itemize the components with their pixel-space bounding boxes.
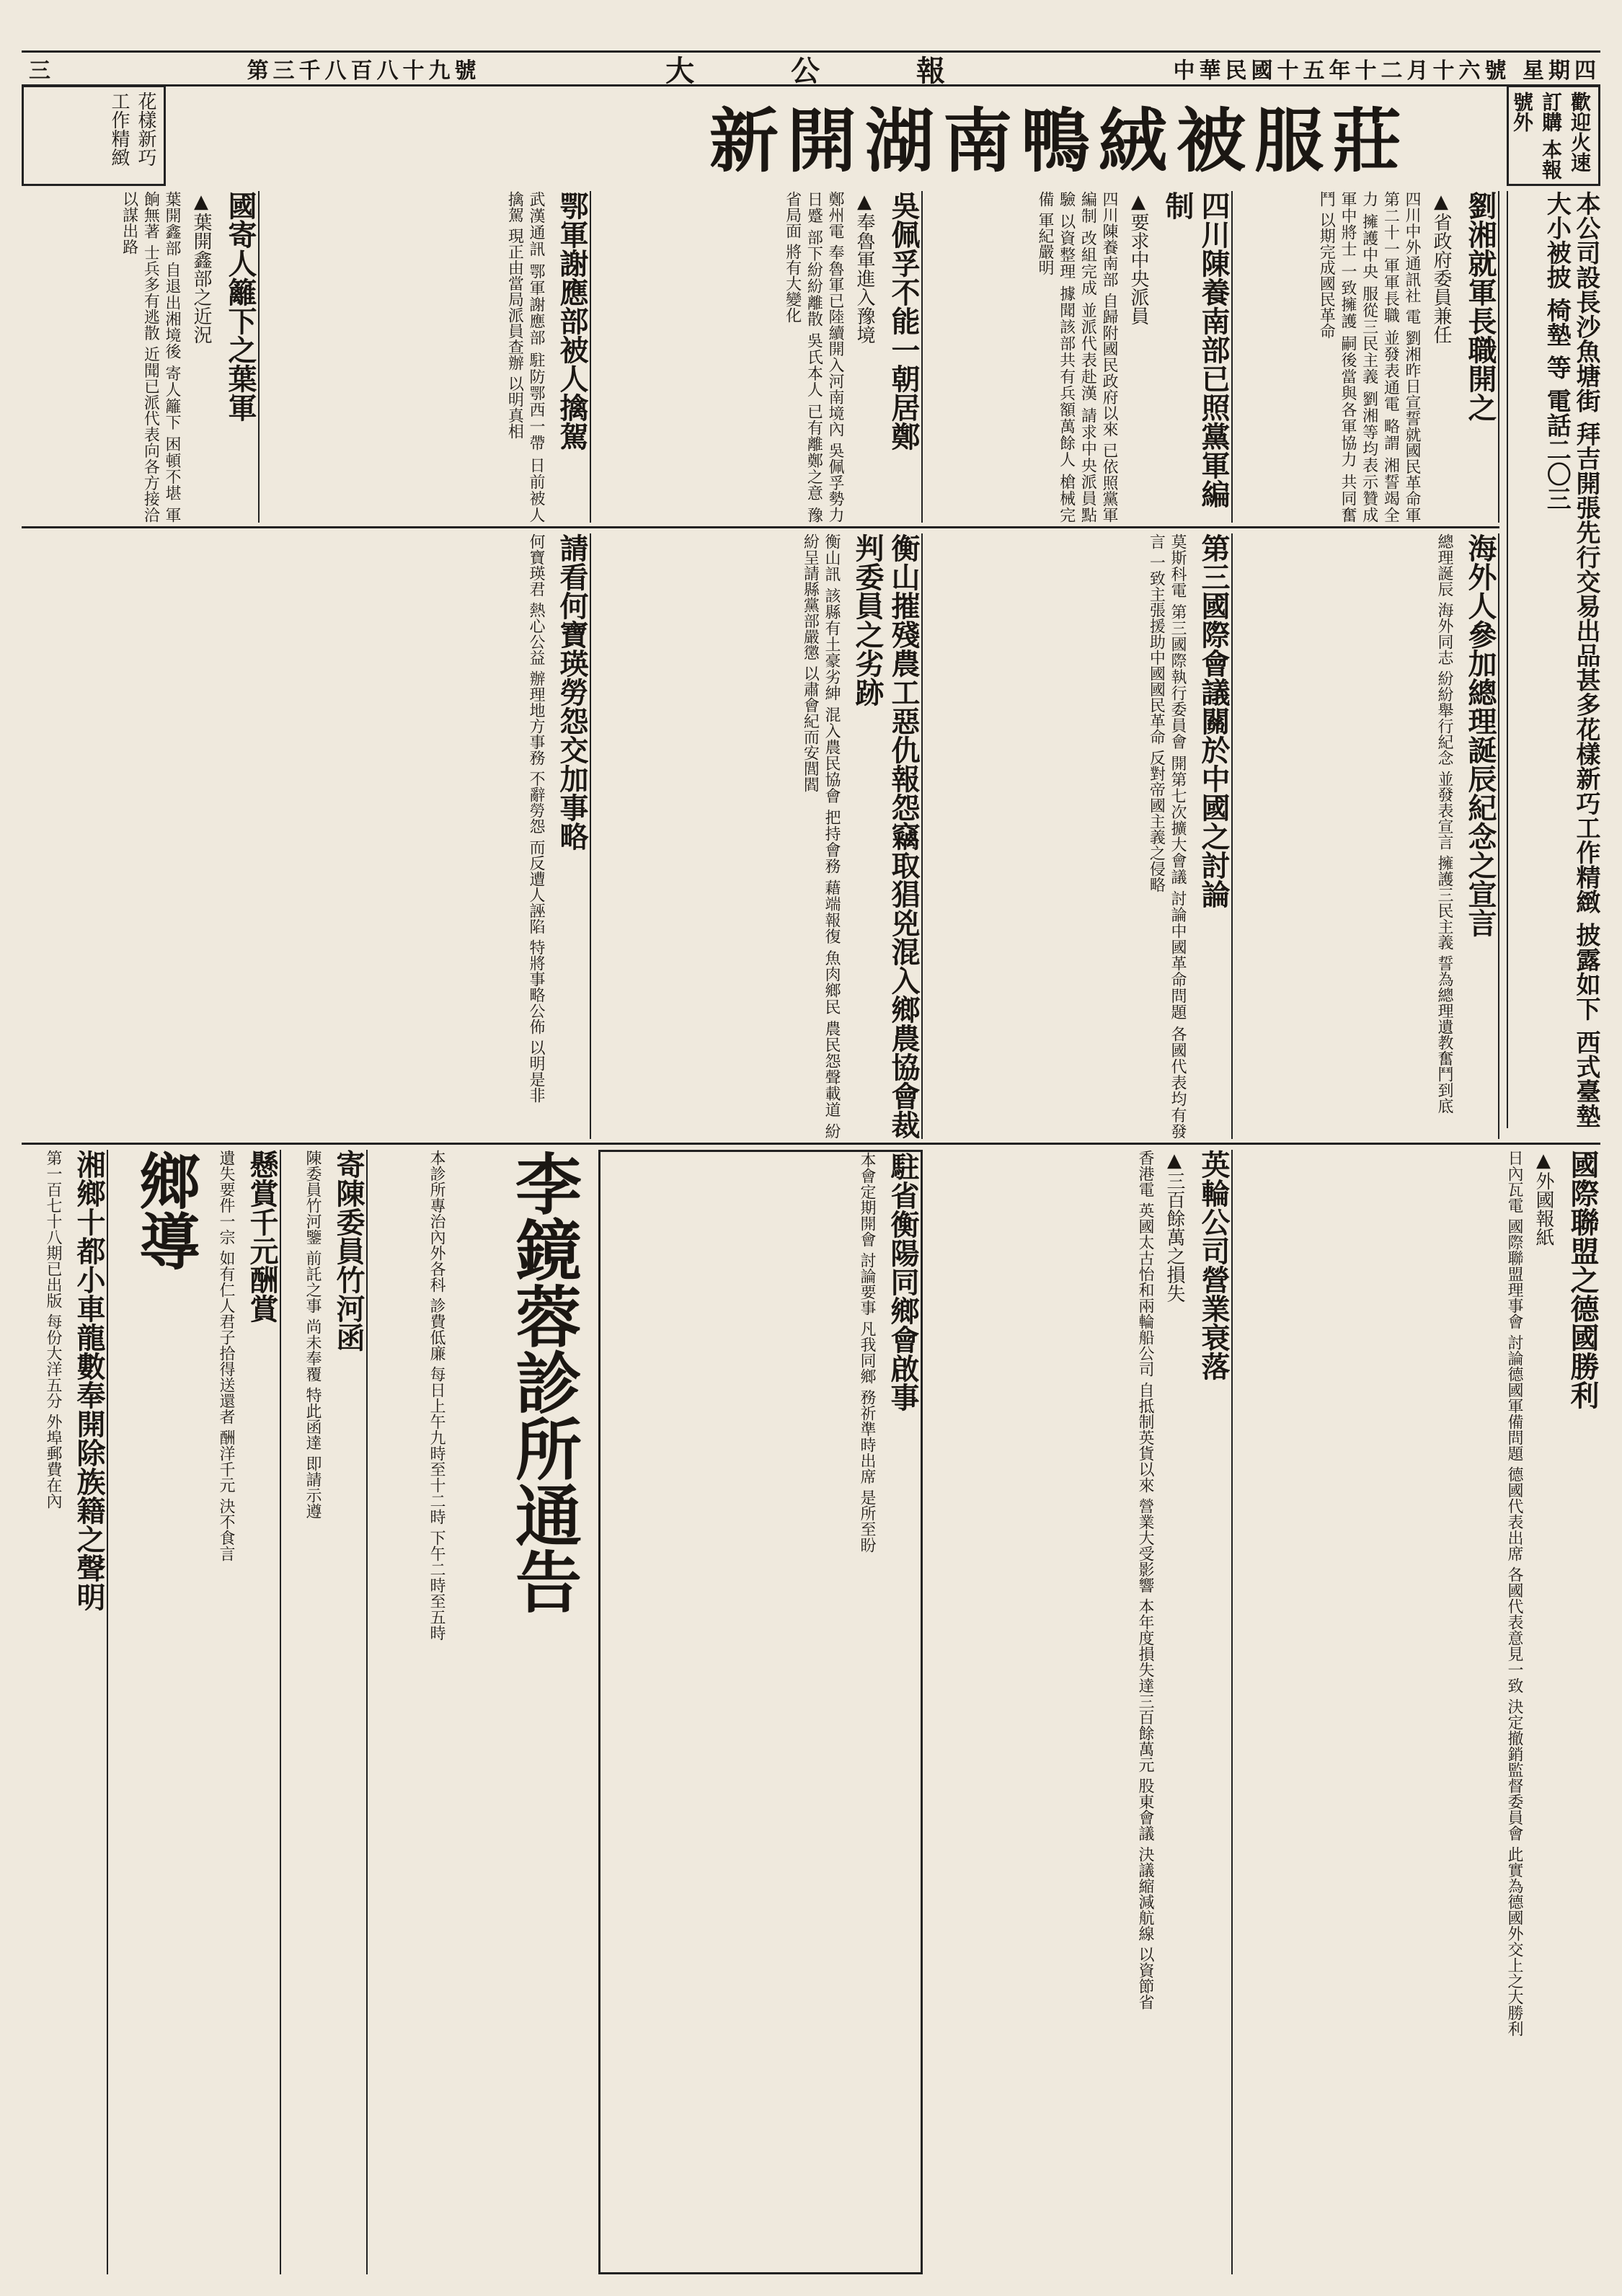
article-8 bbox=[22, 191, 260, 523]
notice-body: 陳委員竹河鑒 前託之事 尚未奉覆 特此函達 即請示遵 bbox=[303, 1150, 322, 1519]
masthead bbox=[22, 50, 1600, 87]
article-2 bbox=[1240, 1150, 1600, 2274]
article-10 bbox=[22, 1150, 108, 2274]
article-subhead: ▲三百餘萬之損失 bbox=[1164, 1150, 1185, 1303]
article-headline: 第三國際會議關於中國之討論 bbox=[1197, 533, 1231, 908]
issue-number: 第三千八百八十九號 bbox=[247, 58, 481, 84]
notice-column bbox=[598, 1150, 923, 2274]
guide-ad bbox=[115, 1150, 209, 2274]
notice-body: 遺失要件一宗 如有仁人君子拾得送還者 酬洋千元 決不食言 bbox=[217, 1150, 235, 1561]
notice-body: 本會定期開會 討論要事 凡我同鄉 務祈準時出席 是所至盼 bbox=[858, 1152, 876, 1553]
article-7 bbox=[267, 191, 591, 523]
guide-ad-title: 鄉導 bbox=[130, 1150, 201, 1271]
article-body: 武漢通訊 鄂軍謝應部 駐防鄂西一帶 日前被人擒駕 現正由當局派員查辦 以明真相 bbox=[505, 191, 545, 523]
article-3 bbox=[930, 1150, 1233, 2274]
right-company-ad bbox=[1507, 191, 1600, 1128]
article-subhead: ▲要求中央派員 bbox=[1127, 191, 1149, 325]
right-ad-text: 本公司設長沙魚塘街 拜吉開張先行交易出品甚多花樣新巧工作精緻 披露如下 西式臺墊 大小被披 椅墊 等 電話二〇三 bbox=[1542, 191, 1600, 1128]
notice-0 bbox=[601, 1152, 921, 2272]
article-body: 日內瓦電 國際聯盟理事會 討論德國軍備問題 德國代表出席 各國代表意見一致 決定撤銷監督委員會 此實為德國外交上之大勝利 bbox=[1505, 1150, 1523, 2036]
article-4 bbox=[598, 533, 923, 1139]
article-11 bbox=[22, 533, 591, 1139]
article-1 bbox=[930, 191, 1233, 523]
article-headline: 請看何寶瑛勞怨交加事略 bbox=[555, 533, 589, 851]
clinic-ad-title: 李鏡蓉診所通告 bbox=[505, 1150, 582, 1614]
clinic-body: 本診所專治內外各科 診費低廉 每日上午九時至十二時 下午二時至五時 bbox=[427, 1150, 446, 1641]
article-9 bbox=[1240, 533, 1499, 1139]
article-body: 葉開鑫部 自退出湘境後 寄人籬下 困頓不堪 軍餉無著 士兵多有逃散 近聞已派代表向各方接洽 以謀出路 bbox=[120, 191, 181, 523]
article-body: 總理誕辰 海外同志 紛紛舉行紀念 並發表宣言 擁護三民主義 誓為總理遺教奮鬥到底 bbox=[1435, 533, 1453, 1114]
small-ad-text: 花樣新巧 工作精緻 bbox=[108, 92, 156, 167]
notice-2 bbox=[216, 1150, 281, 2274]
article-subhead: ▲葉開鑫部之近況 bbox=[190, 191, 212, 344]
article-headline: 國寄人籬下之葉軍 bbox=[223, 191, 257, 422]
small-ad-left bbox=[22, 85, 166, 186]
article-body: 何寶瑛君 熱心公益 辦理地方事務 不辭勞怨 而反遭人誣陷 特將事略公佈 以明是非 bbox=[527, 533, 545, 1103]
article-headline: 海外人參加總理誕辰紀念之宣言 bbox=[1463, 533, 1497, 937]
article-body: 鄭州電 奉魯軍已陸續開入河南境內 吳佩孚勢力日蹙 部下紛紛離散 吳氏本人 已有離鄭之意 豫省局面 將有大變化 bbox=[783, 191, 844, 523]
article-body: 衡山訊 該縣有土豪劣紳 混入農民協會 把持會務 藉端報復 魚肉鄉民 農民怨聲載道 紛紛呈請縣黨部嚴懲 以肅會紀而安閭閻 bbox=[801, 533, 841, 1139]
notice-1 bbox=[288, 1150, 368, 2274]
article-headline: 英輪公司營業衰落 bbox=[1197, 1150, 1231, 1380]
article-subhead: ▲奉魯軍進入豫境 bbox=[854, 191, 875, 344]
article-headline: 鄂軍謝應部被人擒駕 bbox=[555, 191, 589, 451]
horizontal-rule bbox=[22, 526, 1499, 528]
date-line: 中華民國十五年十二月十六號 星期四 bbox=[1173, 58, 1600, 84]
notice-title: 懸賞千元酬賞 bbox=[245, 1150, 279, 1323]
article-headline: 國際聯盟之德國勝利 bbox=[1566, 1150, 1600, 1409]
article-headline: 四川陳養南部已照黨軍編制 bbox=[1161, 191, 1231, 508]
guide-body: 第一百七十八期已出版 每份大洋五分 外埠郵費在內 bbox=[44, 1150, 62, 1509]
article-body: 莫斯科電 第三國際執行委員會 開第七次擴大會議 討論中國革命問題 各國代表均有發言 一致主張援助中國國民革命 反對帝國主義之侵略 bbox=[1147, 533, 1187, 1139]
article-0 bbox=[1240, 191, 1499, 523]
article-5 bbox=[930, 533, 1233, 1139]
article-subhead: ▲外國報紙 bbox=[1533, 1150, 1554, 1246]
article-body: 四川陳養南部 自歸附國民政府以來 已依照黨軍編制 改組完成 並派代表赴漢 請求中央派員點驗 以資整理 據聞該部共有兵額萬餘人 槍械完備 軍紀嚴明 bbox=[1035, 191, 1118, 523]
page-number: 三 bbox=[29, 58, 55, 84]
clinic-ad bbox=[454, 1150, 591, 2274]
notice-title: 駐省衡陽同鄉會啟事 bbox=[886, 1152, 920, 1411]
paper-name: 大 公 報 bbox=[665, 53, 988, 88]
top-headline-ad: 新開湖南鴨絨被服莊 bbox=[709, 99, 1410, 182]
article-headline: 衡山摧殘農工惡仇報怨竊取猖兇混入鄉農協會裁判委員之劣跡 bbox=[851, 533, 921, 1139]
edition-block: 歡迎火速訂購 本報號外 bbox=[1507, 85, 1600, 186]
article-headline: 湘鄉十都小車龍數奉開除族籍之聲明 bbox=[72, 1150, 106, 1611]
article-body: 四川中外通訊社 電 劉湘昨日宣誓就國民革命軍第二十一軍軍長職 並發表通電 略謂 湘誓竭全力 擁護中央 服從三民主義 劉湘等均表示贊成 軍中將士 一致擁護 嗣後當與各軍協力 共同奮鬥 以期完成國民革命 bbox=[1317, 191, 1421, 523]
article-subhead: ▲省政府委員兼任 bbox=[1430, 191, 1452, 344]
horizontal-rule bbox=[22, 1143, 1600, 1145]
article-headline: 吳佩孚不能一朝居鄭 bbox=[887, 191, 921, 451]
notice-title: 寄陳委員竹河函 bbox=[332, 1150, 365, 1352]
article-headline: 劉湘就軍長職開之 bbox=[1463, 191, 1497, 422]
article-6 bbox=[598, 191, 923, 523]
clinic-ad-body bbox=[375, 1150, 447, 2274]
article-body: 香港電 英國太古怡和兩輪船公司 自抵制英貨以來 營業大受影響 本年度損失達三百餘萬元 股東會議 決議縮減航線 以資節省 bbox=[1136, 1150, 1154, 2010]
